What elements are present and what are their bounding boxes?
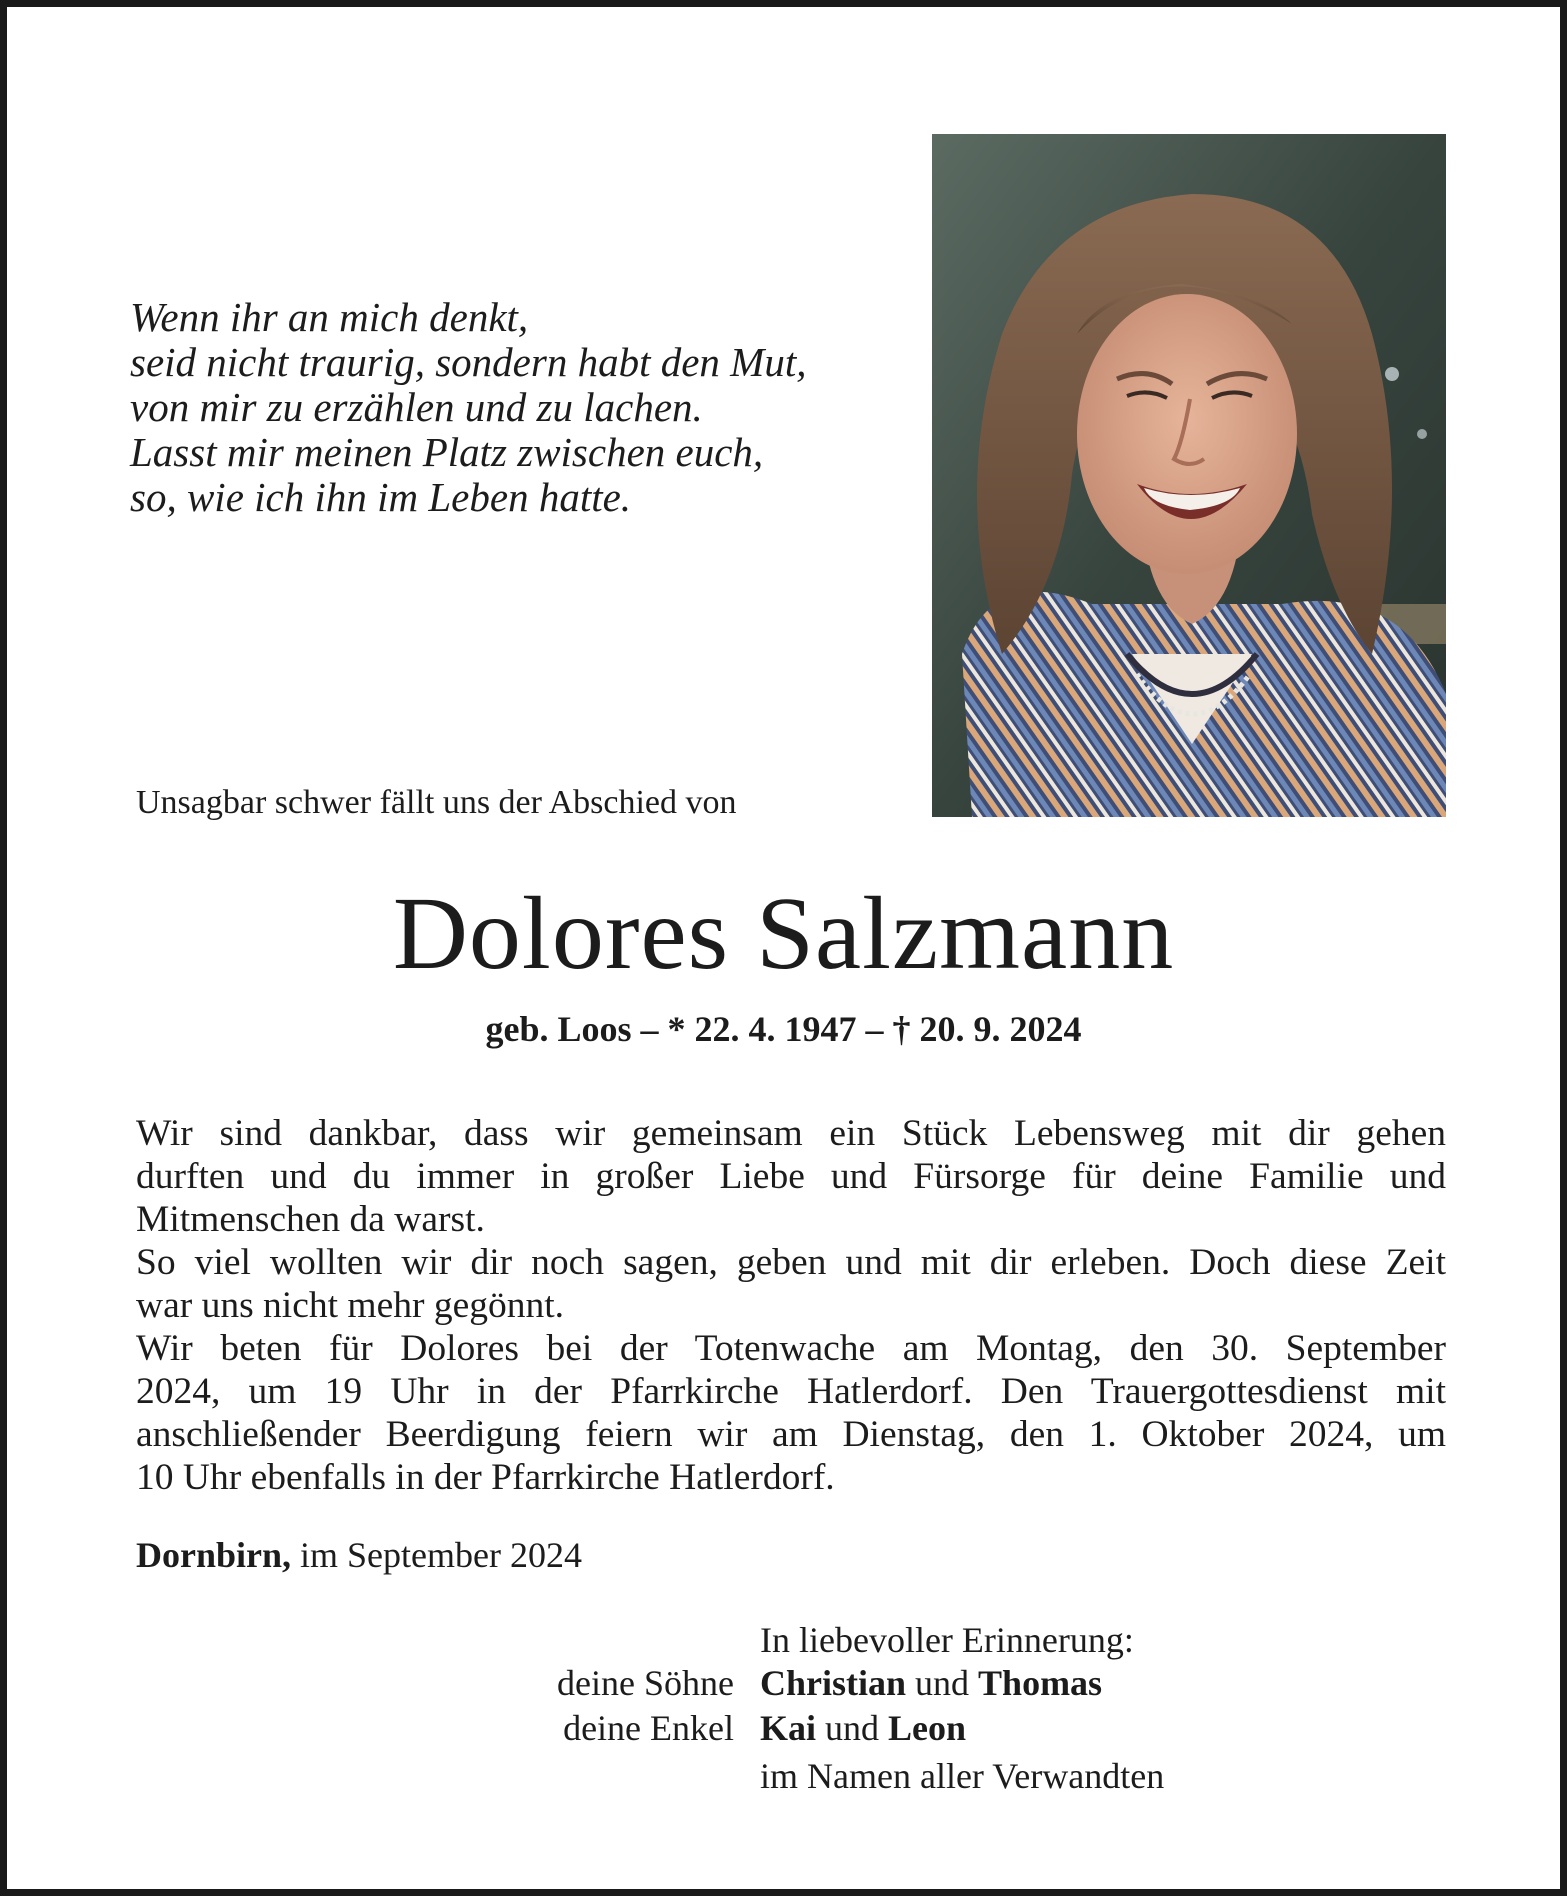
poem-line: seid nicht traurig, sondern habt den Mut,: [130, 339, 807, 385]
text-line: 2024, um 19 Uhr in der Pfarrkirche Hatlerdorf. Den Trauergottesdienst mit: [136, 1371, 1446, 1412]
poem-line: so, wie ich ihn im Leben hatte.: [130, 474, 632, 520]
text-line: 10 Uhr ebenfalls in der Pfarrkirche Hatlerdorf.: [136, 1457, 835, 1498]
place-date: im September 2024: [291, 1535, 582, 1575]
life-dates: geb. Loos – * 22. 4. 1947 – † 20. 9. 2024: [485, 1009, 1082, 1049]
text-line: durften und du immer in großer Liebe und Fürsorge für deine Familie und: [136, 1156, 1446, 1197]
memorial-poem: [130, 295, 806, 520]
farewell-intro: Unsagbar schwer fällt uns der Abschied von: [136, 784, 737, 821]
signature-row-sons: [7, 1661, 1560, 1705]
relative-name: Kai: [760, 1708, 817, 1748]
name-joiner: und: [906, 1663, 979, 1703]
relation-label: deine Söhne: [557, 1663, 734, 1703]
relative-name: Leon: [888, 1708, 967, 1748]
relative-name: Thomas: [978, 1663, 1103, 1703]
signature-closing: im Namen aller Verwandten: [760, 1756, 1165, 1796]
portrait-photo: [932, 134, 1446, 817]
portrait-image: [932, 134, 1446, 817]
relation-label: deine Enkel: [563, 1708, 734, 1748]
poem-line: Lasst mir meinen Platz zwischen euch,: [130, 429, 764, 475]
text-line: Wir beten für Dolores bei der Totenwache am Montag, den 30. September: [136, 1328, 1446, 1369]
signature-heading: In liebevoller Erinnerung:: [760, 1620, 1134, 1660]
place-and-date: [136, 1534, 582, 1576]
poem-line: Wenn ihr an mich denkt,: [130, 294, 529, 340]
text-line: war uns nicht mehr gegönnt.: [136, 1285, 565, 1326]
text-line: Mitmenschen da warst.: [136, 1199, 485, 1240]
relative-names: [760, 1706, 966, 1750]
text-line: Wir sind dankbar, dass wir gemeinsam ein Stück Lebensweg mit dir gehen: [136, 1113, 1446, 1154]
poem-line: von mir zu erzählen und zu lachen.: [130, 384, 703, 430]
name-joiner: und: [816, 1708, 889, 1748]
relative-name: Christian: [760, 1663, 907, 1703]
text-line: anschließender Beerdigung feiern wir am Dienstag, den 1. Oktober 2024, um: [136, 1414, 1446, 1455]
signature-row-grandchildren: [7, 1706, 1560, 1750]
relative-names: [760, 1661, 1102, 1705]
place-city: Dornbirn,: [136, 1535, 292, 1575]
deceased-name: Dolores Salzmann: [392, 876, 1175, 991]
obituary-text: [136, 1112, 1446, 1499]
text-line: So viel wollten wir dir noch sagen, geben und mit dir erleben. Doch diese Zeit: [136, 1242, 1446, 1283]
